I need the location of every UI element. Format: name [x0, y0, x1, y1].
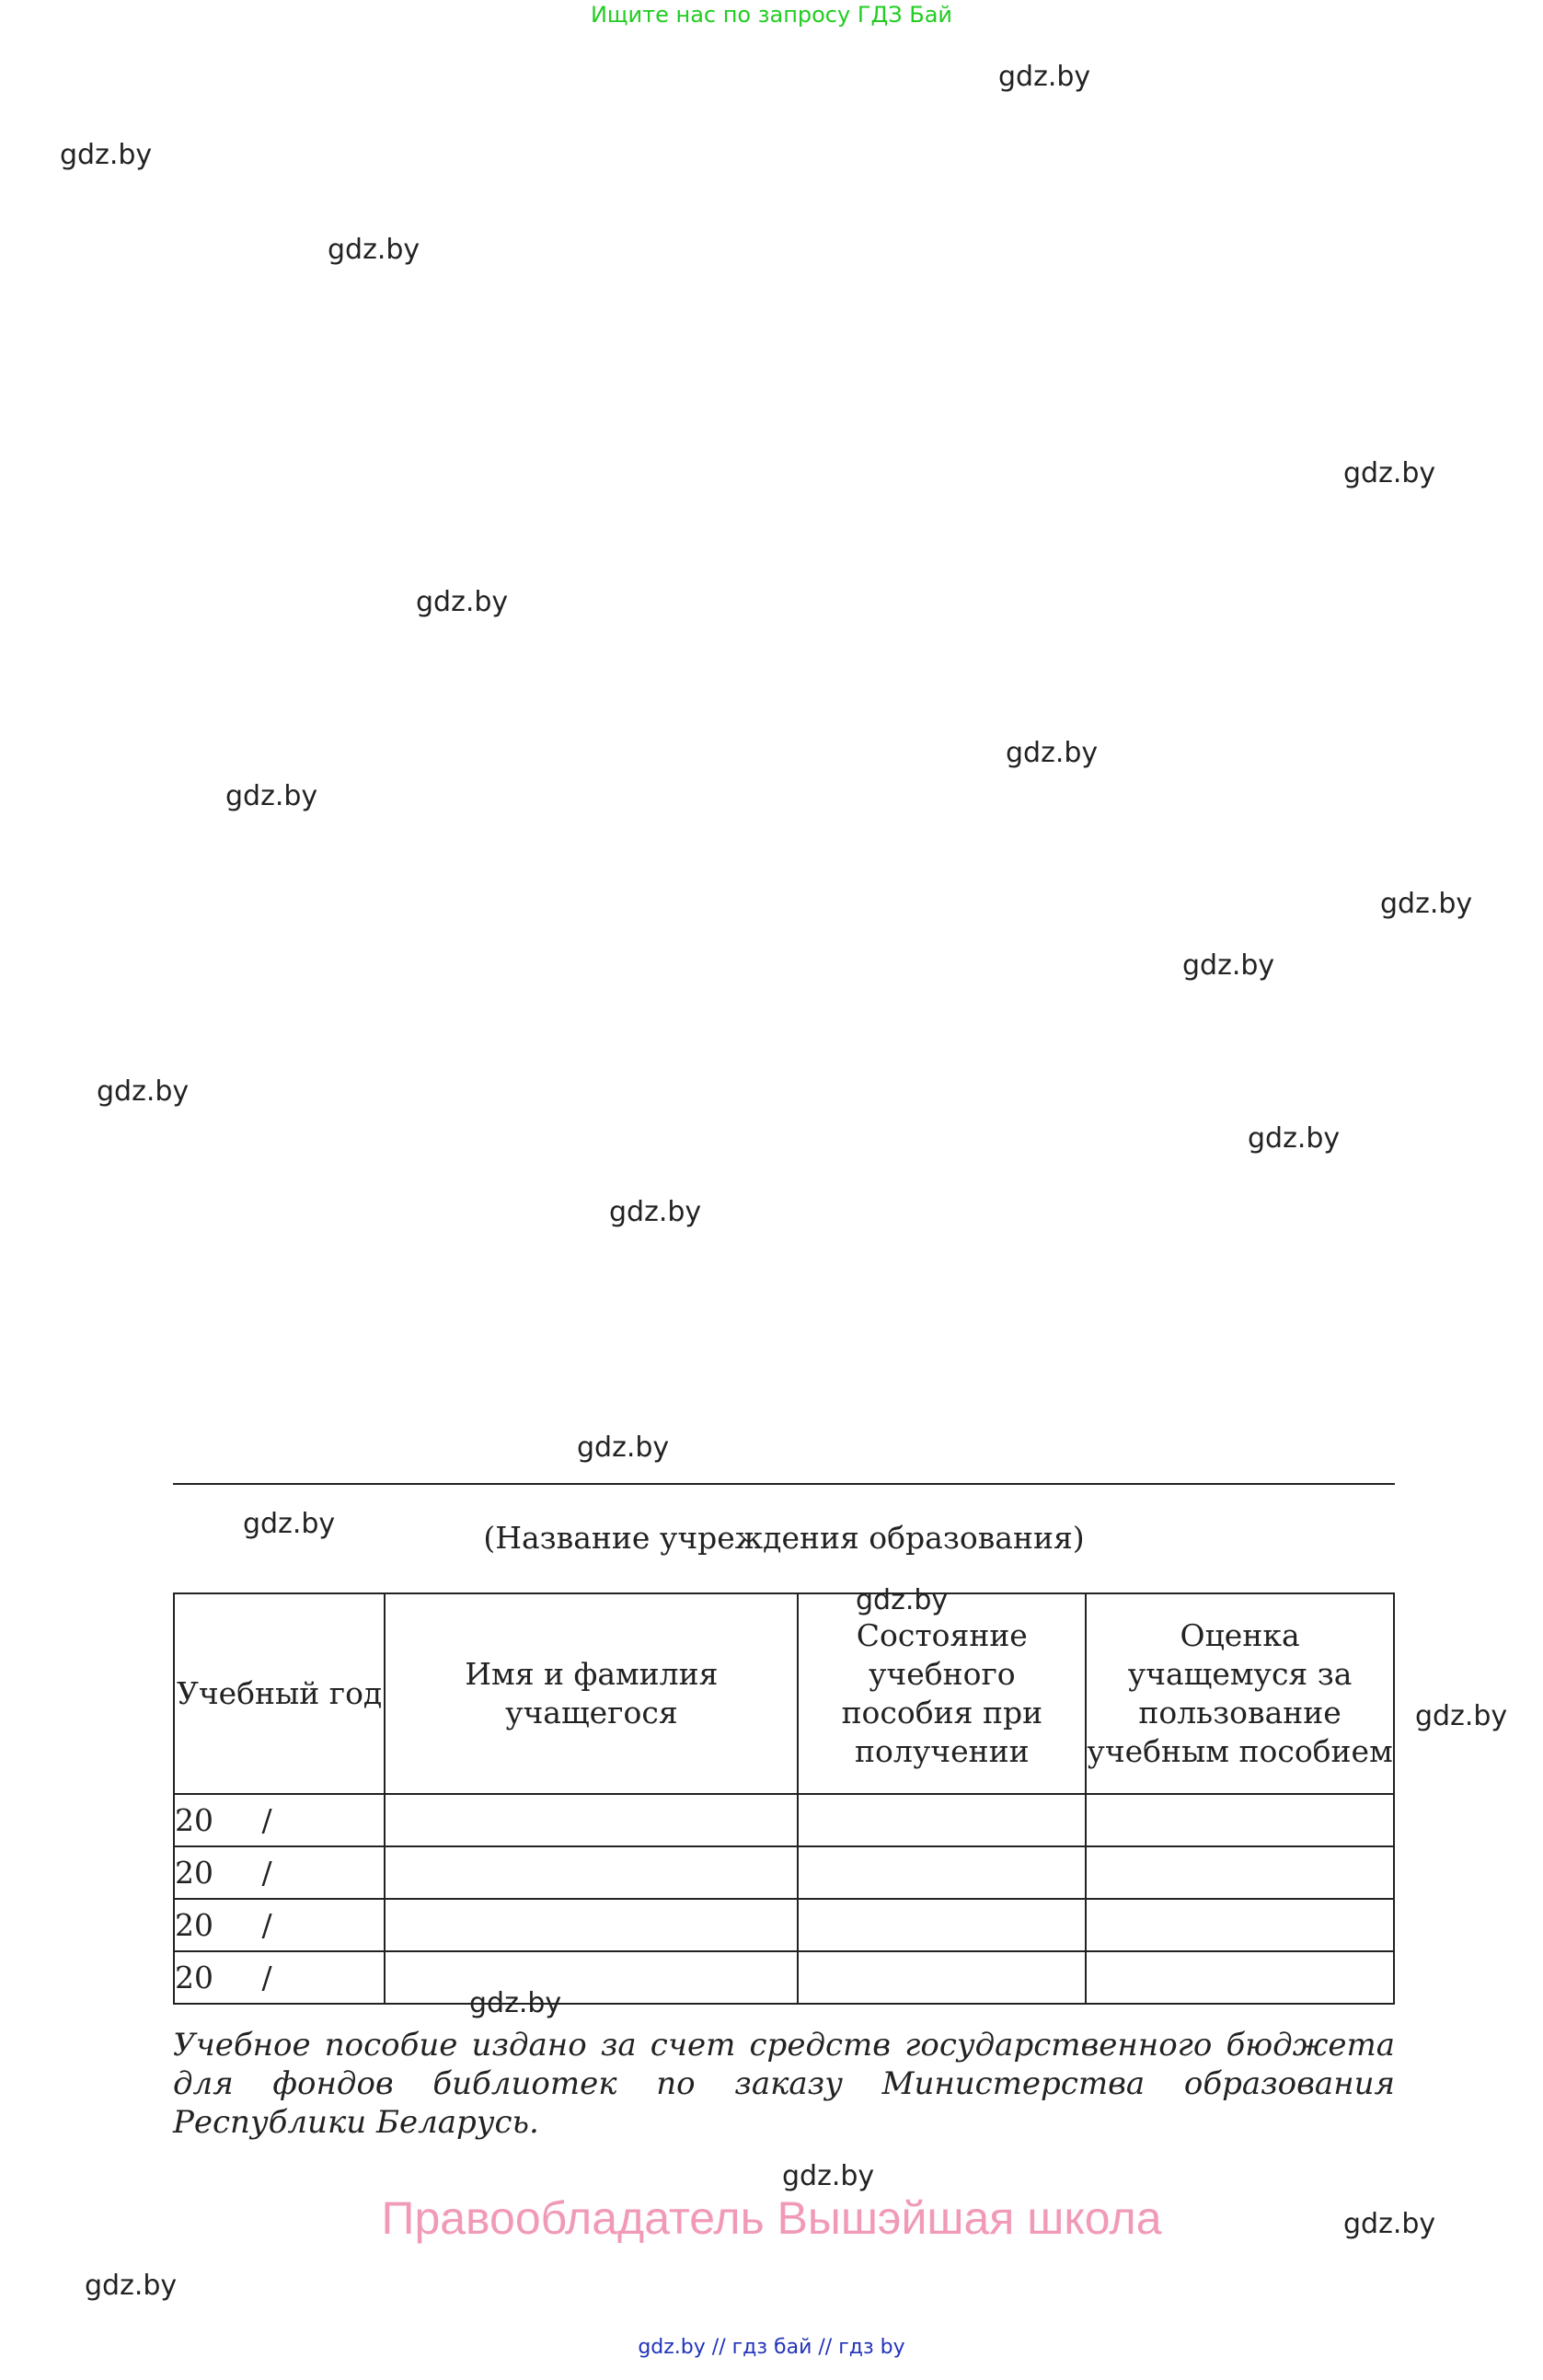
- watermark: gdz.by: [998, 61, 1091, 93]
- watermark: gdz.by: [1343, 2208, 1436, 2240]
- top-banner: Ищите нас по запросу ГДЗ Бай: [590, 2, 953, 28]
- header-student-name: Имя и фамилия учащегося: [385, 1593, 798, 1794]
- year-cell: 20 /: [174, 1951, 385, 2004]
- watermark: gdz.by: [1182, 949, 1275, 982]
- watermark: gdz.by: [328, 234, 420, 266]
- textbook-usage-table: [173, 1592, 1395, 2005]
- condition-cell: [798, 1794, 1086, 1846]
- watermark: gdz.by: [856, 1584, 949, 1616]
- grade-cell: [1086, 1794, 1394, 1846]
- table-row: [174, 1794, 1394, 1846]
- funding-note: Учебное пособие издано за счет средств государственного бюджета для фондов библиотек по заказу Министерства образования Республики Беларусь.: [173, 2027, 1395, 2141]
- name-cell: [385, 1794, 798, 1846]
- institution-name-line: [173, 1483, 1395, 1485]
- year-cell: 20 /: [174, 1899, 385, 1951]
- header-student-grade: Оценка учащемуся за пользование учебным пособием: [1086, 1593, 1394, 1794]
- watermark: gdz.by: [1006, 737, 1099, 769]
- watermark: gdz.by: [577, 1431, 670, 1464]
- watermark: gdz.by: [1380, 888, 1473, 920]
- grade-cell: [1086, 1846, 1394, 1899]
- watermark: gdz.by: [60, 139, 153, 171]
- institution-caption: (Название учреждения образования): [483, 1520, 1085, 1556]
- watermark: gdz.by: [609, 1196, 702, 1228]
- table-header-row: [174, 1593, 1394, 1794]
- grade-cell: [1086, 1951, 1394, 2004]
- condition-cell: [798, 1899, 1086, 1951]
- watermark: gdz.by: [225, 780, 318, 812]
- watermark: gdz.by: [85, 2270, 178, 2302]
- table-row: [174, 1846, 1394, 1899]
- rights-holder: Правообладатель Вышэйшая школа: [381, 2192, 1162, 2244]
- watermark: gdz.by: [416, 586, 509, 618]
- watermark: gdz.by: [1343, 457, 1436, 489]
- header-textbook-condition: Состояние учебного пособия при получении: [798, 1593, 1086, 1794]
- condition-cell: [798, 1951, 1086, 2004]
- grade-cell: [1086, 1899, 1394, 1951]
- watermark: gdz.by: [97, 1075, 190, 1108]
- year-cell: 20 /: [174, 1846, 385, 1899]
- footer-links[interactable]: gdz.by // гдз бай // гдз by: [638, 2336, 905, 2359]
- year-cell: 20 /: [174, 1794, 385, 1846]
- header-academic-year: Учебный год: [174, 1593, 385, 1794]
- watermark: gdz.by: [782, 2160, 875, 2192]
- table-row: [174, 1899, 1394, 1951]
- name-cell: [385, 1846, 798, 1899]
- watermark: gdz.by: [1248, 1122, 1341, 1155]
- name-cell: [385, 1951, 798, 2004]
- watermark: gdz.by: [1415, 1700, 1508, 1732]
- name-cell: [385, 1899, 798, 1951]
- watermark: gdz.by: [469, 1987, 562, 2019]
- condition-cell: [798, 1846, 1086, 1899]
- table-row: [174, 1951, 1394, 2004]
- watermark: gdz.by: [243, 1508, 336, 1540]
